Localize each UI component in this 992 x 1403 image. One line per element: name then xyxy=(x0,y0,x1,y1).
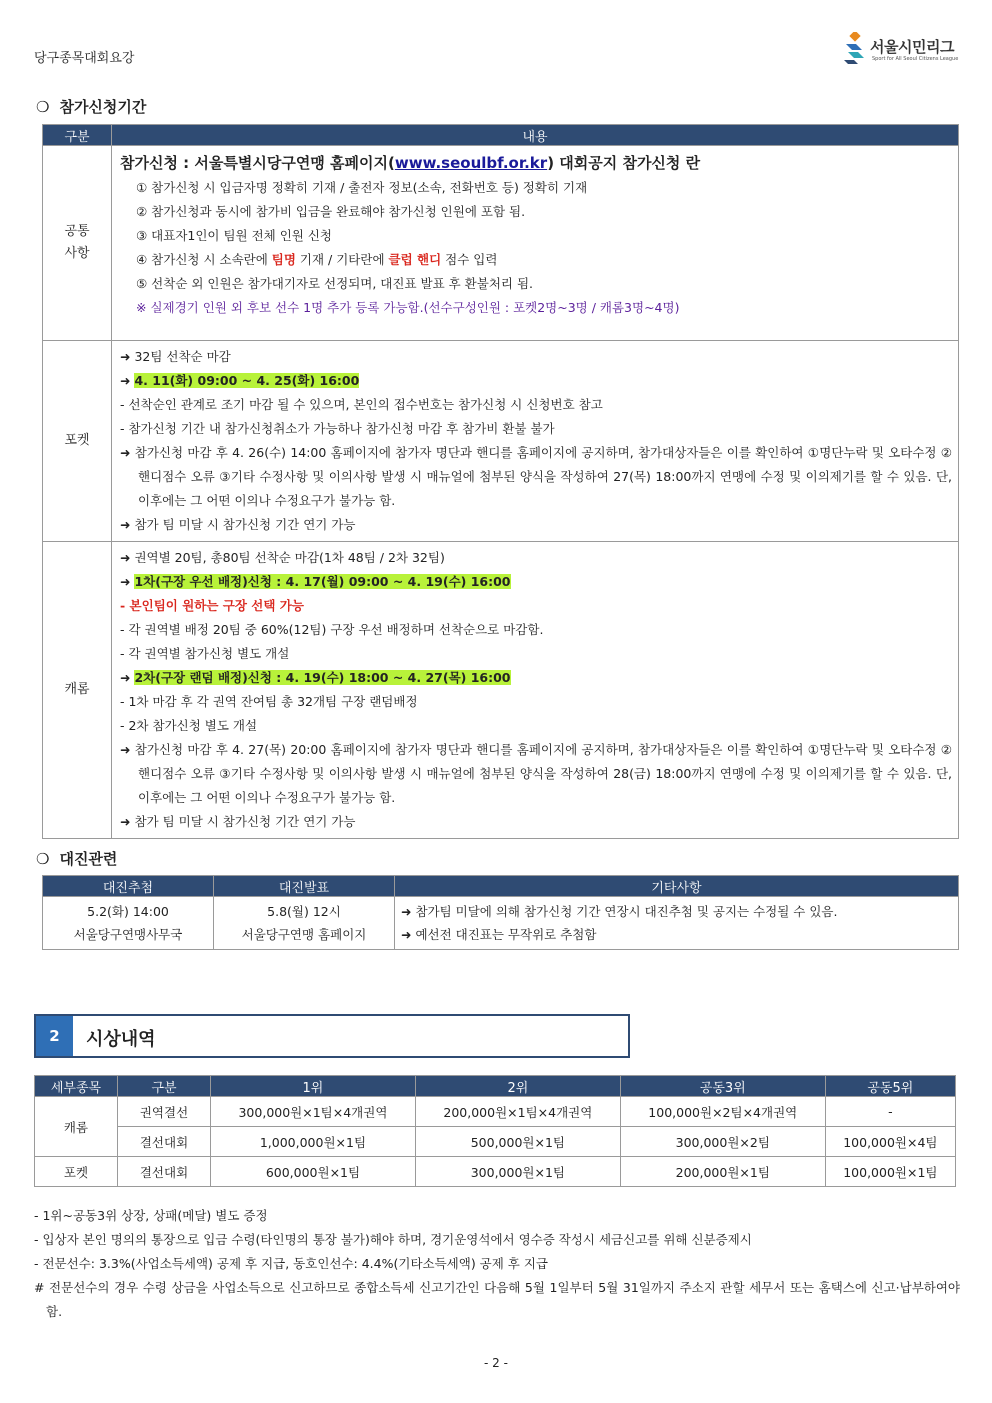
col-header-etc: 기타사항 xyxy=(395,876,959,897)
prize-cell: 500,000원×1팀 xyxy=(415,1127,620,1157)
section-title-text: 대진관련 xyxy=(59,850,118,868)
row-label-pocket: 포켓 xyxy=(43,341,112,542)
list-item: ➜ 참가신청 마감 후 4. 27(목) 20:00 홈페이지에 참가자 명단과 핸디를 홈페이지에 공지하며, 참가대상자들은 이를 확인하여 ①명단누락 및 오타수정 ②핸디점수 오류 ③기타 수정사항 및 이의사항 발생 시 매뉴얼에 첨부된 양식을 작성하여 28(금) 18:00까지 연맹에 수정 및 이의제기를 할 수 있음. 단, 이후에는 그 어떤 이의나 수정요구가 불가능 함. xyxy=(120,742,952,805)
prize-cell: 100,000원×1팀 xyxy=(825,1157,955,1187)
list-item: ① 참가신청 시 입금자명 정확히 기재 / 출전자 정보(소속, 전화번호 등) 정확히 기재 xyxy=(136,180,588,195)
list-item: ⑤ 선착순 외 인원은 참가대기자로 선정되며, 대진표 발표 후 환불처리 됨. xyxy=(136,276,533,291)
list-item: ➜ 2차(구장 랜덤 배정)신청 : 4. 19(수) 18:00 ~ 4. 27(목) 16:00 xyxy=(120,670,511,685)
type-cell: 권역결선 xyxy=(118,1097,211,1127)
application-table xyxy=(42,124,959,839)
circle-bullet-icon: ❍ xyxy=(36,850,50,868)
application-headline: 참가신청 : 서울특별시당구연맹 홈페이지(www.seoulbf.or.kr) 대회공지 참가신청 란 xyxy=(120,154,701,172)
list-item: - 각 권역별 참가신청 별도 개설 xyxy=(120,646,290,661)
col-header-type: 구분 xyxy=(118,1076,211,1097)
list-item: ③ 대표자1인이 팀원 전체 인원 신청 xyxy=(136,228,333,243)
table-row xyxy=(35,1157,956,1187)
logo-subtext: Sport for All Seoul Citizens League xyxy=(872,56,959,62)
list-item: ➜ 32팀 선착순 마감 xyxy=(120,349,231,364)
table-row-pocket xyxy=(43,341,959,542)
list-item: ➜ 권역별 20팀, 총80팀 선착순 마감(1차 48팀 / 2차 32팀) xyxy=(120,550,445,565)
row-label-common: 공통 사항 xyxy=(43,146,112,341)
col-header-2nd: 2위 xyxy=(415,1076,620,1097)
col-header-category: 구분 xyxy=(43,125,112,146)
section2-heading xyxy=(34,1014,630,1058)
table-row xyxy=(35,1097,956,1127)
prize-cell: 300,000원×1팀×4개권역 xyxy=(211,1097,416,1127)
note-line: - 입상자 본인 명의의 통장으로 입금 수령(타인명의 통장 불가)해야 하며, 경기운영석에서 영수증 작성시 세금신고를 위해 신분증제시 xyxy=(34,1232,752,1247)
list-item: ② 참가신청과 동시에 참가비 입금을 완료해야 참가신청 인원에 포함 됨. xyxy=(136,204,526,219)
list-item: - 1차 마감 후 각 권역 잔여팀 총 32개팀 구장 랜덤배정 xyxy=(120,694,418,709)
list-item: - 본인팀이 원하는 구장 선택 가능 xyxy=(120,598,304,613)
draw-cell: 5.2(화) 14:00 서울당구연맹사무국 xyxy=(43,897,214,950)
section-number-badge: 2 xyxy=(36,1016,73,1056)
list-item: ➜ 참가 팀 미달 시 참가신청 기간 연기 가능 xyxy=(120,814,356,829)
row-label-carom: 캐롬 xyxy=(43,542,112,839)
list-item: ➜ 참가신청 마감 후 4. 26(수) 14:00 홈페이지에 참가자 명단과 핸디를 홈페이지에 공지하며, 참가대상자들은 이를 확인하여 ①명단누락 및 오타수정 ②핸디점수 오류 ③기타 수정사항 및 이의사항 발생 시 매뉴얼에 첨부된 양식을 작성하여 27(목) 18:00까지 연맹에 수정 및 이의제기를 할 수 있음. 단, 이후에는 그 어떤 이의나 수정요구가 불가능 함. xyxy=(120,445,952,508)
note-line: - 1위~공동3위 상장, 상패(메달) 별도 증정 xyxy=(34,1208,268,1223)
prize-cell: 100,000원×4팀 xyxy=(825,1127,955,1157)
col-header-3rd: 공동3위 xyxy=(620,1076,825,1097)
list-item: ➜ 1차(구장 우선 배정)신청 : 4. 17(월) 09:00 ~ 4. 19(수) 16:00 xyxy=(120,574,511,589)
league-logo xyxy=(842,32,962,68)
section-title-application xyxy=(36,96,146,117)
prize-cell: 300,000원×2팀 xyxy=(620,1127,825,1157)
table-row xyxy=(43,897,959,950)
bracket-table xyxy=(42,875,959,950)
prize-cell: 100,000원×2팀×4개권역 xyxy=(620,1097,825,1127)
event-cell: 포켓 xyxy=(35,1157,118,1187)
league-logo-icon xyxy=(842,32,868,66)
highlighted-period: 4. 11(화) 09:00 ~ 4. 25(화) 16:00 xyxy=(134,373,360,388)
col-header-draw: 대진추첨 xyxy=(43,876,214,897)
prize-cell: 200,000원×1팀×4개권역 xyxy=(415,1097,620,1127)
note-line: - 전문선수: 3.3%(사업소득세액) 공제 후 지급, 동호인선수: 4.4%(기타소득세액) 공제 후 지급 xyxy=(34,1256,548,1271)
table-row xyxy=(35,1127,956,1157)
prize-cell: 600,000원×1팀 xyxy=(211,1157,416,1187)
website-link[interactable]: www.seoulbf.or.kr xyxy=(394,154,548,172)
type-cell: 결선대회 xyxy=(118,1127,211,1157)
table-row-common xyxy=(43,146,959,341)
note-text: ※ 실제경기 인원 외 후보 선수 1명 추가 등록 가능함.(선수구성인원 : 포켓2명~3명 / 캐롬3명~4명) xyxy=(136,300,680,315)
prize-table xyxy=(34,1075,956,1187)
row-content-pocket xyxy=(112,341,959,542)
etc-cell: ➜ 참가팀 미달에 의해 참가신청 기간 연장시 대진추첨 및 공지는 수정될 수 있음. ➜ 예선전 대진표는 무작위로 추첨함 xyxy=(395,897,959,950)
prize-cell: 300,000원×1팀 xyxy=(415,1157,620,1187)
section2-title: 시상내역 xyxy=(86,1029,156,1050)
col-header-5th: 공동5위 xyxy=(825,1076,955,1097)
col-header-content: 내용 xyxy=(112,125,959,146)
circle-bullet-icon: ❍ xyxy=(36,98,50,116)
table-row-carom xyxy=(43,542,959,839)
prize-cell: - xyxy=(825,1097,955,1127)
list-item: ➜ 4. 11(화) 09:00 ~ 4. 25(화) 16:00 xyxy=(120,373,360,388)
prize-notes xyxy=(34,1204,960,1324)
announce-cell: 5.8(월) 12시 서울당구연맹 홈페이지 xyxy=(214,897,395,950)
highlighted-period: 2차(구장 랜덤 배정)신청 : 4. 19(수) 18:00 ~ 4. 27(목) 16:00 xyxy=(134,670,511,685)
list-item: ④ 참가신청 시 소속란에 팀명 기재 / 기타란에 클럽 핸디 점수 입력 xyxy=(136,252,498,267)
list-item: - 선착순인 관계로 조기 마감 될 수 있으며, 본인의 접수번호는 참가신청 시 신청번호 참고 xyxy=(120,397,603,412)
logo-text: 서울시민리그 xyxy=(870,38,954,56)
note-line: # 전문선수의 경우 수령 상금을 사업소득으로 신고하므로 종합소득세 신고기간인 다음해 5월 1일부터 5월 31일까지 주소지 관할 세무서 또는 홈택스에 신고·납부하여야 함. xyxy=(34,1280,960,1319)
document-title: 당구종목대회요강 xyxy=(34,51,135,66)
list-item: - 2차 참가신청 별도 개설 xyxy=(120,718,258,733)
section-title-text: 참가신청기간 xyxy=(59,98,147,116)
list-item: - 참가신청 기간 내 참가신청취소가 가능하나 참가신청 마감 후 참가비 환불 불가 xyxy=(120,421,555,436)
highlighted-period: 1차(구장 우선 배정)신청 : 4. 17(월) 09:00 ~ 4. 19(수) 16:00 xyxy=(134,574,511,589)
col-header-1st: 1위 xyxy=(211,1076,416,1097)
col-header-announce: 대진발표 xyxy=(214,876,395,897)
prize-cell: 1,000,000원×1팀 xyxy=(211,1127,416,1157)
row-content-common xyxy=(112,146,959,341)
type-cell: 결선대회 xyxy=(118,1157,211,1187)
col-header-event: 세부종목 xyxy=(35,1076,118,1097)
row-content-carom xyxy=(112,542,959,839)
section-title-bracket xyxy=(36,848,117,869)
event-cell: 캐롬 xyxy=(35,1097,118,1157)
page-number: - 2 - xyxy=(484,1356,508,1370)
list-item: - 각 권역별 배정 20팀 중 60%(12팀) 구장 우선 배정하며 선착순으로 마감함. xyxy=(120,622,544,637)
list-item: ➜ 참가 팀 미달 시 참가신청 기간 연기 가능 xyxy=(120,517,356,532)
prize-cell: 200,000원×1팀 xyxy=(620,1157,825,1187)
